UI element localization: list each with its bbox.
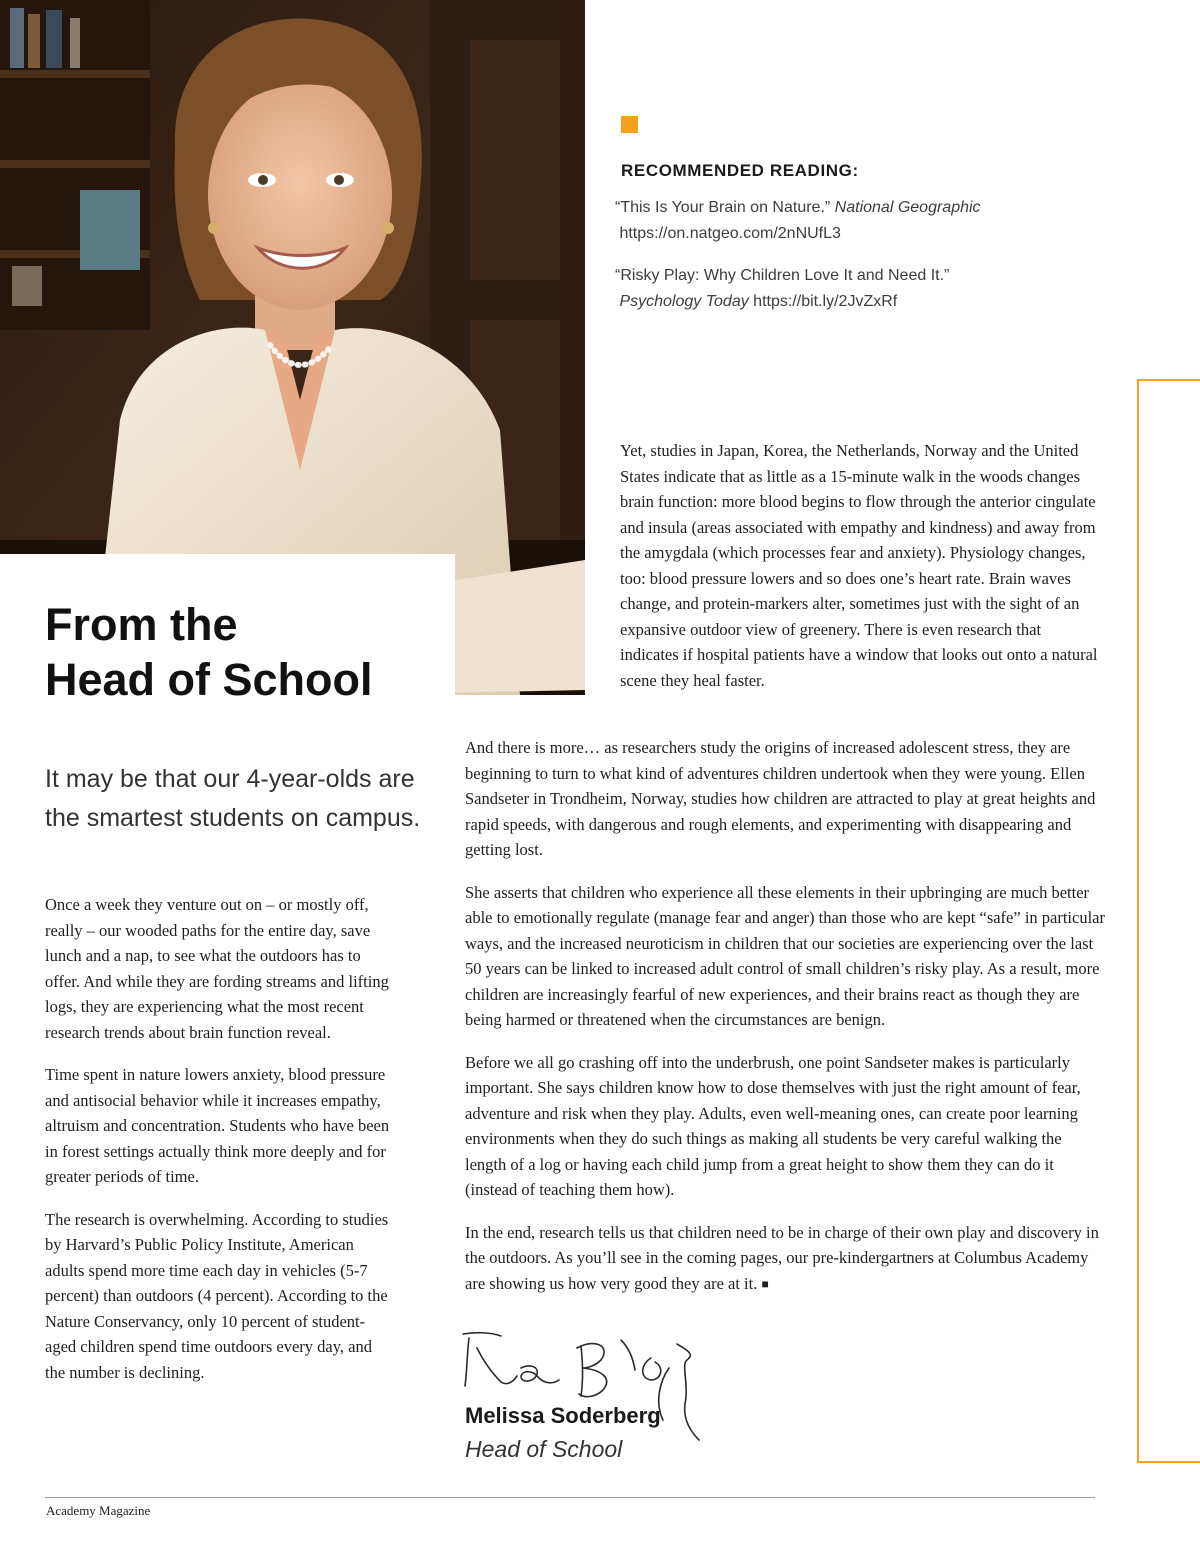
page-title bbox=[45, 597, 373, 707]
body-paragraph: The research is overwhelming. According to studies by Harvard’s Public Policy Institute, American adults spend more time each day in vehicles (5-7 percent) than outdoors (4 percent). According to the Nature Conservancy, only 10 percent of student-aged children spend time outdoors every day, and the number is declining. bbox=[45, 1209, 389, 1382]
accent-square-icon bbox=[621, 116, 638, 133]
main-column bbox=[465, 735, 1105, 1314]
reading-title: “This Is Your Brain on Nature.” bbox=[615, 199, 831, 216]
decorative-bracket bbox=[1137, 379, 1200, 1463]
body-paragraph: She asserts that children who experience all these elements in their upbringing are much better able to emotionally regulate (manage fear and anger) than those who are kept “safe” in particular ways, and the increased neuroticism in children that our societies are experiencing over the last 50 years can be linked to increased adult control of small children’s risky play. As a result, more children are increasingly fearful of new experiences, and their brains react as though they are being harmed or threatened when the circumstances are benign. bbox=[465, 882, 1105, 1029]
left-column bbox=[45, 892, 390, 1402]
reading-link[interactable]: https://bit.ly/2JvZxRf bbox=[753, 293, 898, 310]
reading-link[interactable]: https://on.natgeo.com/2nNUfL3 bbox=[619, 225, 841, 242]
handwritten-signature bbox=[455, 1324, 710, 1449]
closing-paragraph bbox=[465, 1220, 1105, 1298]
body-paragraph: Time spent in nature lowers anxiety, blood pressure and antisocial behavior while it increases empathy, altruism and concentration. Students who have been in forest settings actually think more deeply and for greater periods of time. bbox=[45, 1065, 390, 1186]
end-mark-icon: ■ bbox=[761, 1276, 769, 1291]
signer-name: Melissa Soderberg bbox=[465, 1403, 661, 1428]
footer-divider bbox=[45, 1497, 1095, 1498]
page-title-line-2: Head of School bbox=[45, 654, 373, 705]
reading-item bbox=[615, 263, 1135, 315]
signer-title: Head of School bbox=[465, 1436, 623, 1462]
body-paragraph: Before we all go crashing off into the underbrush, one point Sandseter makes is particularly important. She says children know how to dose themselves with just the right amount of fear, adventure and risk when they play. Adults, even well-meaning ones, can create poor learning environments when they do such things as making all students be very careful walking the length of a log or having each child jump from a great height to show them they can do it (instead of teaching them how). bbox=[465, 1052, 1081, 1199]
reading-title: “Risky Play: Why Children Love It and Need It.” bbox=[615, 267, 950, 284]
footer-publication-name: Academy Magazine bbox=[46, 1503, 151, 1518]
recommended-reading-heading: RECOMMENDED READING: bbox=[621, 161, 859, 180]
body-paragraph: And there is more… as researchers study the origins of increased adolescent stress, they are beginning to turn to what kind of adventures children undertook when they were young. Ellen Sandseter in Trondheim, Norway, studies how children are attracted to play at great heights and rapid speeds, with dangerous and rough elements, and experimenting with disappearing and getting lost. bbox=[465, 738, 1096, 859]
closing-text: In the end, research tells us that children need to be in charge of their own play and discovery in the outdoors. As you’ll see in the coming pages, our pre-kindergartners at Columbus Academy are showing us how very good they are at it. bbox=[465, 1222, 1099, 1293]
reading-source: National Geographic bbox=[834, 199, 981, 216]
pull-quote: It may be that our 4-year-olds are the smartest students on campus. bbox=[45, 765, 421, 832]
intro-paragraph: Yet, studies in Japan, Korea, the Netherlands, Norway and the United States indicate that as little as a 15-minute walk in the woods changes brain function: more blood begins to flow through the anterior cingulate and insula (areas associated with empathy and kindness) and away from the amygdala (which processes fear and anxiety). Physiology changes, too: blood pressure lowers and so does one’s heart rate. Brain waves change, and protein-markers alter, sometimes just with the sight of an expansive outdoor view of greenery. There is even research that indicates if hospital patients have a window that looks out onto a natural scene they heal faster. bbox=[620, 441, 1098, 690]
reading-source: Psychology Today bbox=[619, 293, 749, 310]
page-title-line-1: From the bbox=[45, 599, 238, 650]
body-paragraph: Once a week they venture out on – or mostly off, really – our wooded paths for the entire day, save lunch and a nap, to see what the outdoors has to offer. And while they are fording streams and lifting logs, they are experiencing what the most recent research trends about brain function reveal. bbox=[45, 895, 389, 1042]
reading-item bbox=[615, 195, 1135, 247]
